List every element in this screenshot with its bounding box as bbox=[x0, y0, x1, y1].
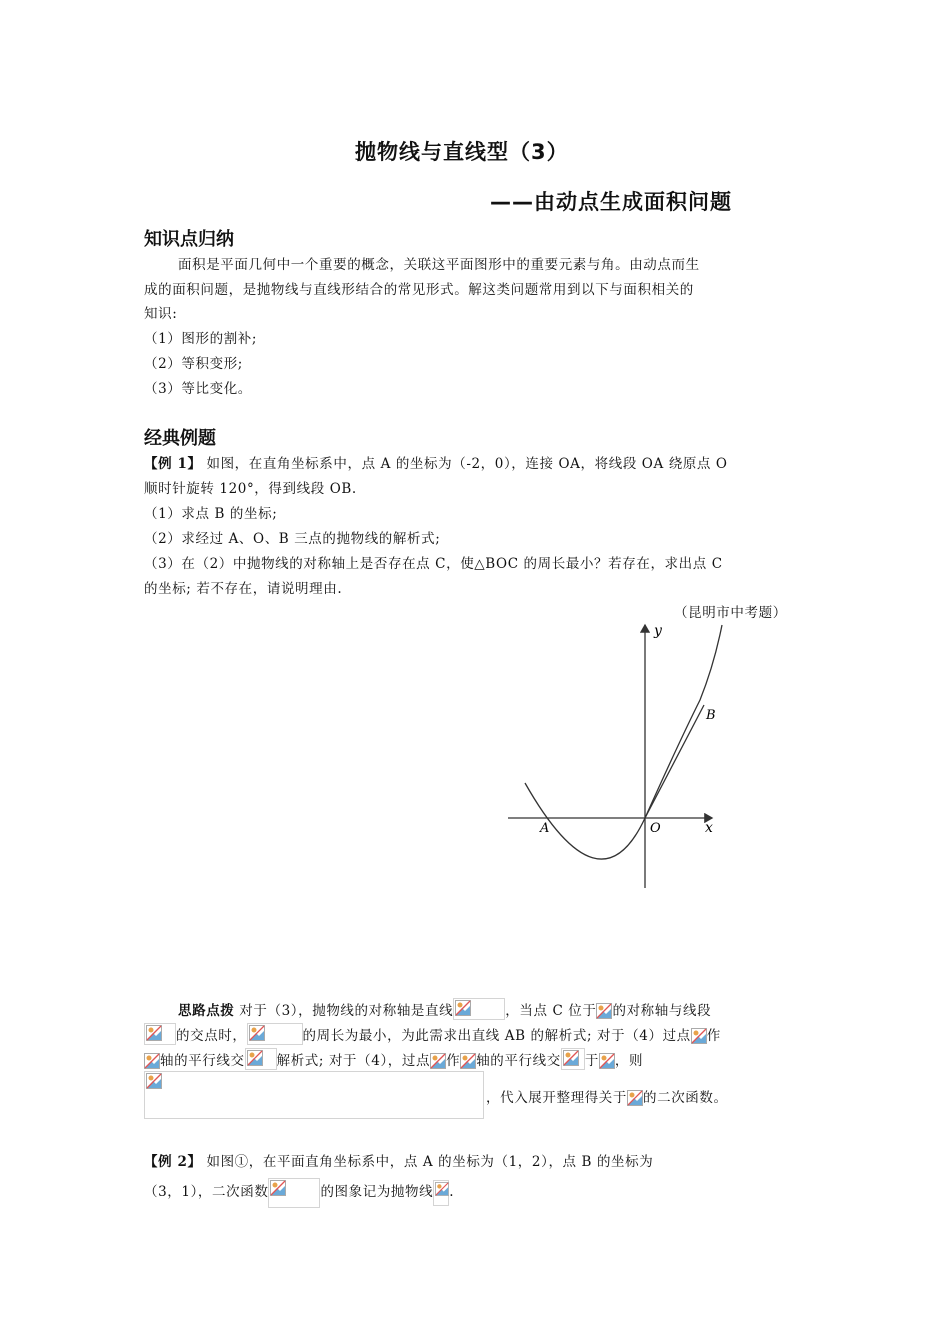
broken-image-icon bbox=[245, 1048, 277, 1070]
hint-text: ，代入展开整理得关于 bbox=[486, 1090, 627, 1106]
label-b: B bbox=[706, 708, 716, 723]
hint-text: 对于（3），抛物线的对称轴是直线 bbox=[234, 1003, 454, 1019]
example2-text: 的图象记为抛物线 bbox=[320, 1184, 434, 1200]
label-x: x bbox=[705, 820, 713, 836]
example1-line bbox=[144, 452, 728, 472]
example2-line bbox=[144, 1150, 653, 1170]
example1-label: 【例 1】 bbox=[144, 456, 202, 472]
example1-question: 的坐标; 若不存在，请说明理由. bbox=[144, 581, 343, 597]
broken-image-icon bbox=[596, 1003, 612, 1019]
knowledge-paragraph-line: 知识: bbox=[144, 306, 178, 322]
example2-text: 如图①，在平面直角坐标系中，点 A 的坐标为（1，2），点 B 的坐标为 bbox=[201, 1154, 654, 1170]
segment-ob bbox=[645, 705, 704, 818]
knowledge-paragraph-line: 成的面积问题，是抛物线与直线形结合的常见形式。解这类问题常用到以下与面积相关的 bbox=[144, 282, 694, 298]
hint-line bbox=[486, 1086, 728, 1106]
example1-text: 如图，在直角坐标系中，点 A 的坐标为（-2，0），连接 OA，将线段 OA 绕原点 O bbox=[201, 456, 728, 472]
broken-image-icon bbox=[144, 1053, 160, 1069]
broken-image-icon bbox=[247, 1023, 303, 1045]
page-subtitle: ——由动点生成面积问题 bbox=[490, 190, 732, 214]
hint-text: ，当点 C 位于 bbox=[505, 1003, 597, 1019]
broken-image-icon bbox=[144, 1023, 176, 1045]
broken-image-icon bbox=[453, 998, 505, 1020]
hint-text: 的对称轴与线段 bbox=[612, 1003, 712, 1019]
knowledge-list-item: （3）等比变化。 bbox=[144, 381, 252, 397]
example1-source: （昆明市中考题） bbox=[674, 605, 787, 621]
example1-question: （2）求经过 A、O、B 三点的抛物线的解析式; bbox=[144, 531, 441, 547]
label-y: y bbox=[654, 623, 662, 639]
label-o: O bbox=[650, 821, 661, 836]
knowledge-paragraph-line: 面积是平面几何中一个重要的概念，关联这平面图形中的重要元素与角。由动点而生 bbox=[178, 257, 700, 273]
example2-text: （3，1），二次函数 bbox=[144, 1184, 269, 1200]
example1-line: 顺时针旋转 120°，得到线段 OB. bbox=[144, 481, 357, 497]
hint-text: 作 bbox=[446, 1053, 461, 1069]
example2-text: . bbox=[449, 1184, 455, 1200]
parabola-figure bbox=[500, 615, 730, 895]
hint-line bbox=[144, 1048, 643, 1070]
hint-text: 作 bbox=[706, 1028, 721, 1044]
knowledge-list-item: （2）等积变形; bbox=[144, 356, 243, 372]
example1-question: （1）求点 B 的坐标; bbox=[144, 506, 278, 522]
section-heading-examples: 经典例题 bbox=[144, 428, 216, 449]
example2-label: 【例 2】 bbox=[144, 1154, 202, 1170]
example1-question: （3）在（2）中抛物线的对称轴上是否存在点 C，使△BOC 的周长最小？若存在，求出点 C bbox=[144, 556, 723, 572]
hint-text: 轴的平行线交 bbox=[476, 1053, 561, 1069]
page-title: 抛物线与直线型（3） bbox=[355, 140, 569, 164]
broken-image-icon bbox=[433, 1180, 449, 1206]
broken-image-icon bbox=[627, 1090, 643, 1106]
broken-image-icon bbox=[430, 1053, 446, 1069]
broken-image-icon bbox=[599, 1053, 615, 1069]
broken-image-icon bbox=[268, 1178, 320, 1208]
broken-image-placeholder bbox=[144, 1071, 484, 1119]
hint-text: 于 bbox=[584, 1053, 599, 1069]
hint-line bbox=[144, 1023, 721, 1045]
parabola-curve bbox=[525, 625, 722, 859]
hint-text: 的二次函数。 bbox=[643, 1090, 728, 1106]
broken-image-icon bbox=[460, 1053, 476, 1069]
hint-text: 的交点时， bbox=[176, 1028, 247, 1044]
hint-text: 解析式; 对于（4），过点 bbox=[276, 1053, 431, 1069]
knowledge-list-item: （1）图形的割补; bbox=[144, 331, 258, 347]
hint-label: 思路点拨 bbox=[178, 1003, 235, 1019]
broken-image-icon bbox=[691, 1028, 707, 1044]
hint-text: ，则 bbox=[614, 1053, 644, 1069]
hint-text: 的周长为最小，为此需求出直线 AB 的解析式; 对于（4）过点 bbox=[302, 1028, 691, 1044]
broken-image-icon bbox=[561, 1048, 585, 1070]
section-heading-knowledge: 知识点归纳 bbox=[144, 229, 234, 250]
broken-image-icon bbox=[146, 1073, 162, 1089]
hint-line bbox=[178, 998, 711, 1020]
label-a: A bbox=[540, 821, 550, 836]
example2-line bbox=[144, 1178, 454, 1208]
hint-text: 轴的平行线交 bbox=[160, 1053, 245, 1069]
